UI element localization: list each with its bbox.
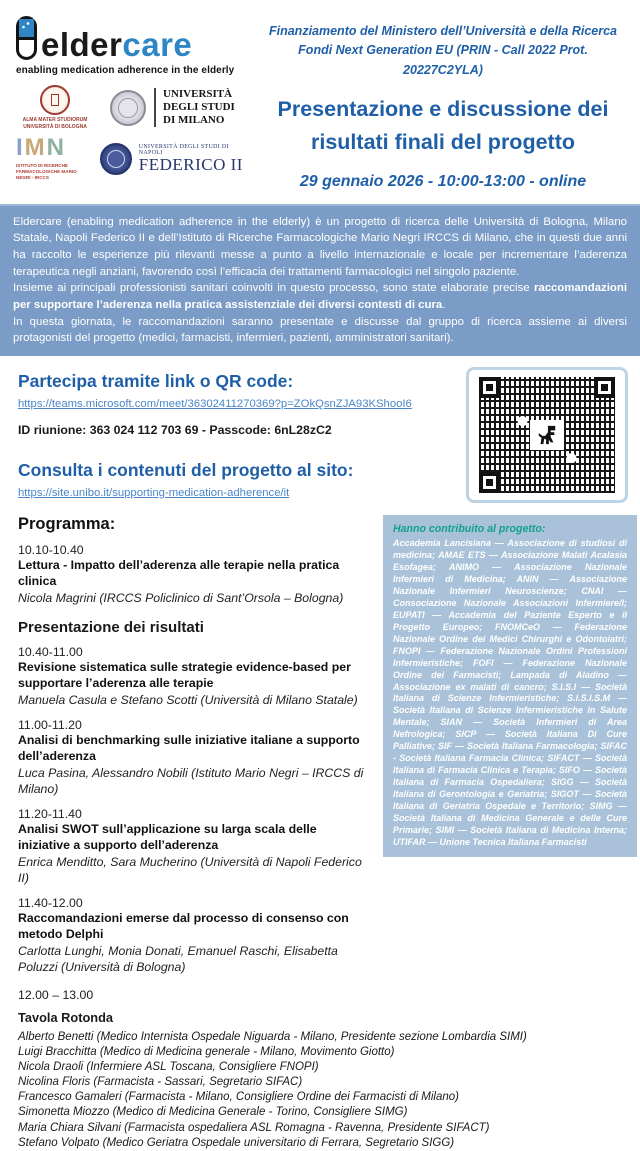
contributors-heading: Hanno contribuito al progetto: xyxy=(393,522,546,535)
participant-row: Maria Chiara Silvani (Farmacista ospedaliera ASL Romagna - Ravenna, Presidente SIFACT) xyxy=(18,1121,490,1134)
participant-row: Nicolina Floris (Farmacista - Sassari, Segretario SIFAC) xyxy=(18,1076,303,1089)
program-slot xyxy=(18,718,370,798)
slot-time: 11.00-11.20 xyxy=(18,717,82,732)
program-column xyxy=(18,515,374,1025)
meeting-id-passcode: ID riunione: 363 024 112 703 69 - Passcode: 6nL28zC2 xyxy=(18,422,332,437)
partner-row-institutes xyxy=(16,136,254,182)
mario-negri-logo xyxy=(16,136,94,182)
qr-code xyxy=(479,377,615,493)
event-datetime: 29 gennaio 2026 - 10:00-13:00 - online xyxy=(299,172,587,190)
intro-paragraph-3: In questa giornata, le raccomandazioni saranno presentate e discusse dal gruppo di ricerca assieme ai diversi protagonisti del progetto (medici, farmacisti, infermieri, pazienti, amministratori sanitari). xyxy=(13,315,627,345)
slot-speakers: Manuela Casula e Stefano Scotti (Università di Milano Statale) xyxy=(18,692,358,707)
unibo-seal-icon xyxy=(40,85,70,115)
program-slot xyxy=(18,543,370,607)
participant-row: Stefano Volpato (Medico Geriatra Ospedale universitario di Ferrara, Segretario SIGG) xyxy=(18,1136,455,1149)
slot-speakers: Luca Pasina, Alessandro Nobili (Istituto Mario Negri – IRCCS di Milano) xyxy=(18,765,364,796)
unibo-caption: ALMA MATER STUDIORUM UNIVERSITÀ DI BOLOGNA xyxy=(22,117,88,130)
slot-title: Raccomandazioni emerse dal processo di consenso con metodo Delphi xyxy=(18,910,349,941)
program-slot xyxy=(18,896,370,976)
qr-code-frame xyxy=(466,367,628,503)
intro-paragraph-2: Insieme ai principali professionisti sanitari coinvolti in questo processo, sono state elaborate precise xyxy=(13,282,534,295)
results-section-heading: Presentazione dei risultati xyxy=(18,618,204,636)
slot-time: 10.40-11.00 xyxy=(18,644,83,659)
slot-speakers: Enrica Menditto, Sara Mucherino (Università di Napoli Federico II) xyxy=(18,854,362,885)
join-links-column xyxy=(18,369,466,503)
join-heading: Partecipa tramite link o QR code: xyxy=(18,370,294,391)
partner-logos xyxy=(16,85,254,182)
participant-row: Luigi Bracchitta (Medico di Medicina generale - Milano, Movimento Giotto) xyxy=(18,1045,395,1058)
logo-column xyxy=(16,16,254,191)
slot-time: 11.20-11.40 xyxy=(18,806,82,821)
eldercare-wordmark xyxy=(41,25,193,63)
unimi-wordmark: UNIVERSITÀ DEGLI STUDI DI MILANO xyxy=(154,88,235,127)
teams-meeting-link[interactable]: https://teams.microsoft.com/meet/36302411270369?p=ZOkQsnZJA93KShooI6 xyxy=(18,397,412,410)
program-slot xyxy=(18,645,370,709)
slot-title: Analisi SWOT sull’applicazione su larga scala delle iniziative a supporto dell’aderenza xyxy=(18,821,317,852)
header xyxy=(0,0,640,191)
imn-caption: ISTITUTO DI RICERCHE FARMACOLOGICHE MARIO NEGRI - IRCCS xyxy=(16,163,77,181)
funding-note: Finanziamento del Ministero dell’Università e della Ricerca Fondi Next Generation EU (PRIN - Call 2022 Prot. 20227C2YLA) xyxy=(268,24,618,77)
pill-icon xyxy=(16,16,37,60)
roundtable-time: 12.00 – 13.00 xyxy=(18,987,94,1002)
wordmark-elder: elder xyxy=(41,25,123,63)
main-section xyxy=(0,503,640,1025)
pill-top-half xyxy=(19,19,34,40)
qr-center-badge xyxy=(530,420,564,450)
participant-row: Nicola Draoli (Infermiere ASL Toscana, Consigliere FNOPI) xyxy=(18,1060,319,1073)
intro-paragraph-1: Eldercare (enabling medication adherence in the elderly) è un progetto di ricerca delle Università di Bologna, Milano Statale, Napoli Federico II e dell’Istituto di Ricerche Farmacologiche Mario Negri IRCCS di Milano, che in questi due anni ha raccolto le esperienze più rilevanti messe a punto a livello internazionale e locale per incrementare l’aderenza terapeutica negli anziani, favorendo così l’efficacia dei trattamenti farmacologici nel singolo paziente. xyxy=(13,215,627,278)
slot-time: 10.10-10.40 xyxy=(18,542,84,557)
eldercare-tagline: enabling medication adherence in the elderly xyxy=(16,65,235,76)
join-section xyxy=(0,356,640,503)
participant-row: Francesco Gamaleri (Farmacista - Milano, Consigliere Ordine dei Farmacisti di Milano) xyxy=(18,1091,459,1104)
qr-finder-top-left xyxy=(479,377,500,398)
participant-row: Simonetta Miozzo (Medico di Medicina Generale - Torino, Consigliere SIMG) xyxy=(18,1106,408,1119)
unimi-seal-icon xyxy=(110,90,146,126)
dino-icon xyxy=(535,424,559,446)
roundtable-heading: Tavola Rotonda xyxy=(18,1009,114,1025)
site-heading: Consulta i contenuti del progetto al sito: xyxy=(18,459,354,480)
contributors-list: Accademia Lancisiana — Associazione di studiosi di medicina; AMAE ETS — Associazione Malati Acalasia Esofagea; ANIMO — Associazione Nazionale Infermieri di Medicina; ANIN — Associazione Nazionale Infermieri Neuroscienze; CNAI — Consociazione Nazionale Associazioni Infermiere/I; EUPATI — Accademia del Paziente Esperto e il Progetto Europeo; FNOMCeO — Federazione Nazionale Ordine dei Medici Chirurghi e Odontoiatri; FNOPI — Federazione Nazionale Ordini Professioni Infermieristiche; FOFI — Federazione Nazionale Ordine dei Farmacisti; Lampada di Aladino — Associazione ex malati di cancro; S.I.S.I — Società Italiana di Scienze Infermieristiche; S.I.S.I.S.M — Società Italiana di Scienze Infermieristiche in Salute Mentale; SIAN — Società Infermieri di Area Nefrologica; SICP — Società Italiana Di Cure Palliative; SIF — Società Italiana Farmacologia; SIFAC - Società Italiana Farmacia Clinica; SIFACT — Società Italiana di Farmacia Clinica e Terapia; SIFO — Società Italiana di Farmacia Ospedaliera; SIGG — Società Italiana di Gerontologia e Geriatria; SIGOT — Società Italiana di Geriatria Ospedale e Territorio; SIMG — Società Italiana di Medicina Generale e delle Cure Primarie; SIMI — Società Italiana di Medicina Interna; UTIFAR — Unione Tecnica Italiana Farmacisti xyxy=(393,537,627,848)
contributors-box xyxy=(383,515,637,857)
unibo-logo xyxy=(16,85,94,130)
header-text-block xyxy=(254,16,630,191)
slot-time: 11.40-12.00 xyxy=(18,895,83,910)
project-intro-band: Eldercare (enabling medication adherence in the elderly) è un progetto di ricerca delle Università di Bologna, Milano Statale, Napoli Federico II e dell’Istituto di Ricerche Farmacologiche Mario Negri IRCCS di Milano, che in questi due anni ha raccolto le esperienze più rilevanti messe a punto a livello internazionale e locale per incrementare l’aderenza terapeutica negli anziani, favorendo così l’efficacia dei trattamenti farmacologici nel singolo paziente. Insieme ai principali professionisti sanitari coinvolti in questo processo, sono state elaborate precise raccomandazioni per supportare l’aderenza nella pratica assistenziale dei diversi contesti di cura. In questa giornata, le raccomandazioni saranno presentate e discusse dal gruppo di ricerca assieme ai diversi protagonisti del progetto (medici, farmacisti, infermieri, pazienti, amministratori sanitari). xyxy=(0,204,640,356)
roundtable-participants xyxy=(0,1025,640,1151)
slot-speakers: Carlotta Lunghi, Monia Donati, Emanuel Raschi, Elisabetta Poluzzi (Università di Bologna) xyxy=(18,943,338,974)
slot-title: Lettura - Impatto dell’aderenza alle terapie nella pratica clinica xyxy=(18,557,340,588)
wordmark-care: care xyxy=(122,25,193,63)
qr-finder-bottom-left xyxy=(479,472,500,493)
participant-row: Alberto Benetti (Medico Internista Ospedale Niguarda - Milano, Presidente sezione Lombardia SIMI) xyxy=(18,1030,527,1043)
federico-ii-seal-icon xyxy=(100,143,132,175)
imn-letters: IMN xyxy=(16,134,67,161)
intro-bold-recommendations: raccomandazioni per supportare l’aderenza nella pratica assistenziale dei diversi contesti di cura xyxy=(13,282,627,311)
slot-title: Analisi di benchmarking sulle iniziative italiane a supporto dell’aderenza xyxy=(18,732,360,763)
federico-ii-wordmark: UNIVERSITÀ DEGLI STUDI DI NAPOLI FEDERICO II xyxy=(138,144,243,175)
program-slot xyxy=(18,807,370,887)
partner-row-universities xyxy=(16,85,254,130)
qr-finder-top-right xyxy=(594,377,615,398)
program-heading: Programma: xyxy=(18,514,116,533)
page-title: Presentazione e discussione dei risultati finali del progetto xyxy=(277,97,609,155)
slot-title: Revisione sistematica sulle strategie evidence-based per supportare l’aderenza alle terapie xyxy=(18,659,351,690)
slot-speakers: Nicola Magrini (IRCCS Policlinico di Sant’Orsola – Bologna) xyxy=(18,590,344,605)
eldercare-logo xyxy=(16,16,254,63)
project-site-link[interactable]: https://site.unibo.it/supporting-medication-adherence/it xyxy=(18,486,290,499)
